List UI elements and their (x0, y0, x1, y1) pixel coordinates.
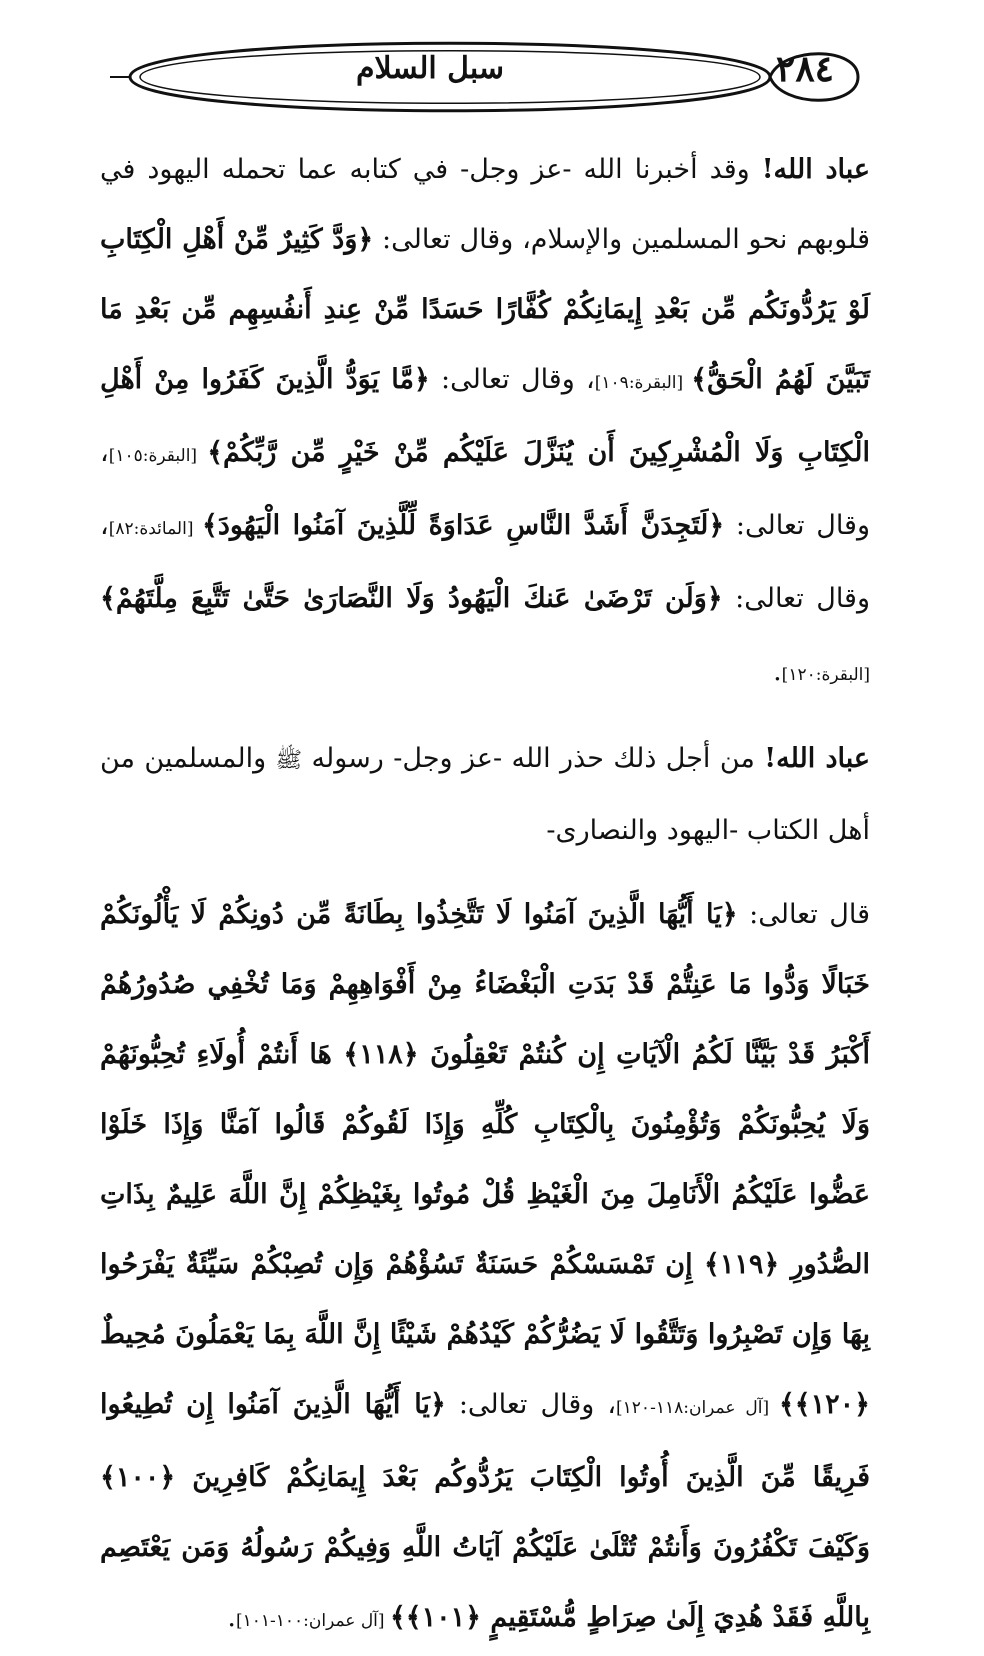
paragraph (100, 135, 870, 710)
quran-verse: ﴿لَتَجِدَنَّ أَشَدَّ النَّاسِ عَدَاوَةً لِّلَّذِينَ آمَنُوا الْيَهُودَ﴾ (202, 510, 725, 541)
body-text: ، وقال تعالى: (100, 510, 870, 614)
paragraph-lead: عباد الله! (764, 743, 870, 774)
verse-reference: [البقرة:١٠٩] (594, 373, 692, 393)
book-title: سبل السلام (355, 51, 505, 86)
body-text: والمسلمين من أهل الكتاب -اليهود والنصارى- (100, 743, 870, 846)
quran-verse: ﴿وَدَّ كَثِيرٌ مِّنْ أَهْلِ الْكِتَابِ لَوْ يَرُدُّونَكُم مِّن بَعْدِ إِيمَانِكُمْ كُفَّارًا حَسَدًا مِّنْ عِندِ أَنفُسِهِم مِّن بَعْدِ مَا تَبَيَّنَ لَهُمُ الْحَقُّ﴾ (100, 224, 870, 395)
page-header (110, 36, 870, 118)
body-text: وقد أخبرنا الله -عز وجل- في كتابه عما تحمله اليهود في قلوبهم نحو المسلمين والإسلام، وقال تعالى: (100, 154, 870, 255)
verse-reference: [البقرة:١٢٠] (781, 665, 870, 685)
body-text: ، وقال تعالى: (429, 364, 595, 395)
quran-verse: ﴿يَا أَيُّهَا الَّذِينَ آمَنُوا لَا تَتَّخِذُوا بِطَانَةً مِّن دُونِكُمْ لَا يَأْلُونَكُمْ خَبَالًا وَدُّوا مَا عَنِتُّمْ قَدْ بَدَتِ الْبَغْضَاءُ مِنْ أَفْوَاهِهِمْ وَمَا تُخْفِي صُدُورُهُمْ أَكْبَرُ قَدْ بَيَّنَّا لَكُمُ الْآيَاتِ إِن كُنتُمْ تَعْقِلُونَ ﴿١١٨﴾ هَا أَنتُمْ أُولَاءِ تُحِبُّونَهُمْ وَلَا يُحِبُّونَكُمْ وَتُؤْمِنُونَ بِالْكِتَابِ كُلِّهِ وَإِذَا لَقُوكُمْ قَالُوا آمَنَّا وَإِذَا خَلَوْا عَضُّوا عَلَيْكُمُ الْأَنَامِلَ مِنَ الْغَيْظِ قُلْ مُوتُوا بِغَيْظِكُمْ إِنَّ اللَّهَ عَلِيمٌ بِذَاتِ الصُّدُورِ ﴿١١٩﴾ إِن تَمْسَسْكُمْ حَسَنَةٌ تَسُؤْهُمْ وَإِن تُصِبْكُمْ سَيِّئَةٌ يَفْرَحُوا بِهَا وَإِن تَصْبِرُوا وَتَتَّقُوا لَا يَضُرُّكُمْ كَيْدُهُمْ شَيْئًا إِنَّ اللَّهَ بِمَا يَعْمَلُونَ مُحِيطٌ ﴿١٢٠﴾﴾ (100, 899, 871, 1420)
quran-verse: ﴿يَا أَيُّهَا الَّذِينَ آمَنُوا إِن تُطِيعُوا فَرِيقًا مِّنَ الَّذِينَ أُوتُوا الْكِتَابَ يَرُدُّوكُم بَعْدَ إِيمَانِكُمْ كَافِرِينَ ﴿١٠٠﴾ وَكَيْفَ تَكْفُرُونَ وَأَنتُمْ تُتْلَىٰ عَلَيْكُمْ آيَاتُ اللَّهِ وَفِيكُمْ رَسُولُهُ وَمَن يَعْتَصِم بِاللَّهِ فَقَدْ هُدِيَ إِلَىٰ صِرَاطٍ مُّسْتَقِيمٍ ﴿١٠١﴾﴾ (100, 1389, 870, 1633)
quran-verse: ﴿مَّا يَوَدُّ الَّذِينَ كَفَرُوا مِنْ أَهْلِ الْكِتَابِ وَلَا الْمُشْرِكِينَ أَن يُنَزَّلَ عَلَيْكُم مِّنْ خَيْرٍ مِّن رَّبِّكُمْ﴾ (100, 364, 870, 468)
verse-reference: [المائدة:٨٢] (108, 519, 202, 539)
verse-reference: [البقرة:١٠٥] (108, 446, 208, 466)
body-text: . (773, 656, 782, 687)
page-body (100, 135, 870, 1656)
body-text: قال تعالى: (737, 899, 870, 930)
salutation-symbol: ﷺ (275, 748, 303, 773)
paragraph (100, 880, 870, 1656)
body-text: ، وقال تعالى: (100, 437, 870, 541)
paragraph-lead: عباد الله! (761, 154, 871, 185)
body-text: من أجل ذلك حذر الله -عز وجل- رسوله (302, 743, 765, 774)
body-text: . (227, 1602, 236, 1633)
verse-reference: [آل عمران:١١٨-١٢٠] (616, 1398, 779, 1418)
verse-reference: [آل عمران:١٠٠-١٠١] (235, 1611, 390, 1631)
body-text: ، وقال تعالى: (445, 1389, 617, 1420)
paragraph (100, 724, 870, 866)
page-number: ٢٨٤ (775, 48, 834, 90)
quran-verse: ﴿وَلَن تَرْضَىٰ عَنكَ الْيَهُودُ وَلَا النَّصَارَىٰ حَتَّىٰ تَتَّبِعَ مِلَّتَهُمْ﴾ (100, 583, 723, 614)
